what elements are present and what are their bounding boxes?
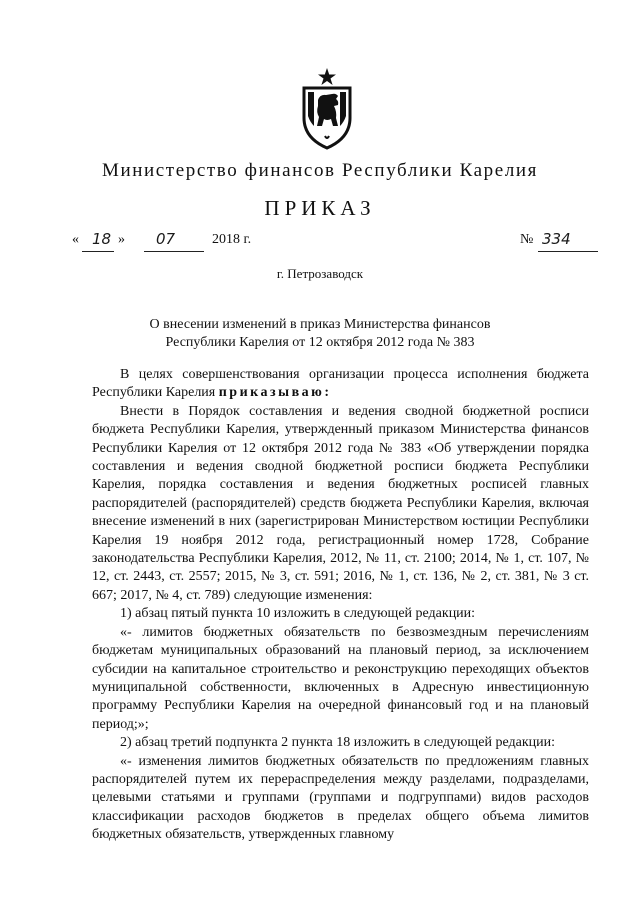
date-day: 18: [92, 230, 112, 248]
date-quote-open: «: [72, 232, 79, 247]
city-name: г. Петрозаводск: [276, 266, 364, 281]
day-underline: [82, 251, 114, 252]
karelia-coat-of-arms-icon: [296, 66, 358, 150]
date-month: 07: [156, 230, 176, 248]
order-subject: [0, 316, 640, 352]
date-quote-close: »: [118, 232, 125, 247]
ministry-name: Министерство финансов Республики Карелия: [101, 160, 539, 181]
main-paragraph: Внести в Порядок составления и ведения сводной бюджетной росписи бюджета Республики Карелия, утвержденный приказом Министерства финансов Республики Карелия от 12 октября 2012 года № 383 «Об утверждении порядка составления и ведения сводной бюджетной росписи бюджета Республики Карелия, порядка составления и ведения бюджетных росписей главных распорядителей (распорядителей) средств бюджета Республики Карелия, включая внесение изменений в них (зарегистрирован Министерством юстиции Республики Карелия 19 ноября 2012 года, регистрационный номер 1728, Собрание законодательства Республики Карелия, 2012, № 11, ст. 2100; 2014, № 1, ст. 107, № 12, ст. 2443, ст. 2557; 2015, № 3, ст. 591; 2016, № 1, ст. 136, № 2, ст. 381, № 3 ст. 667; 2017, № 4, ст. 789) следующие изменения:: [92, 403, 589, 603]
order-number-value: 334: [542, 230, 571, 248]
order-verb: приказываю:: [218, 385, 332, 401]
date-year: 2018 г.: [212, 232, 252, 247]
number-underline: [538, 251, 598, 252]
subject-line-1: О внесении изменений в приказ Министерства финансов: [149, 317, 491, 332]
preamble-paragraph: В целях совершенствования организации процесса исполнения бюджета Республики Карелия приказываю:: [92, 367, 589, 401]
date-number-line: [72, 232, 598, 254]
order-number-label: №: [520, 232, 534, 247]
item-2-text: «- изменения лимитов бюджетных обязательств по предложениям главных распорядителей путем их перераспределения между разделами, подразделами, целевыми статьями и группами (группами и подгруппами) видов расходов классификации расходов бюджетов в пределах общего объема лимитов бюджетных обязательств, утвержденных главному: [92, 753, 589, 843]
item-1-text: «- лимитов бюджетных обязательств по безвозмездным перечислениям бюджетам муниципальных образований на плановый период, за исключением субсидии на капитальное строительство и реконструкцию переходящих объектов муниципальной собственности, включенных в Адресную инвестиционную программу Республики Карелия на очередной финансовый год и на плановый период;»;: [92, 624, 589, 732]
order-body: [92, 366, 589, 845]
item-1-heading: 1) абзац пятый пункта 10 изложить в следующей редакции:: [120, 606, 476, 622]
month-underline: [144, 251, 204, 252]
subject-line-2: Республики Карелия от 12 октября 2012 года № 383: [165, 335, 475, 350]
document-type-title: ПРИКАЗ: [264, 196, 376, 220]
item-2-heading: 2) абзац третий подпункта 2 пункта 18 изложить в следующей редакции:: [120, 735, 556, 751]
